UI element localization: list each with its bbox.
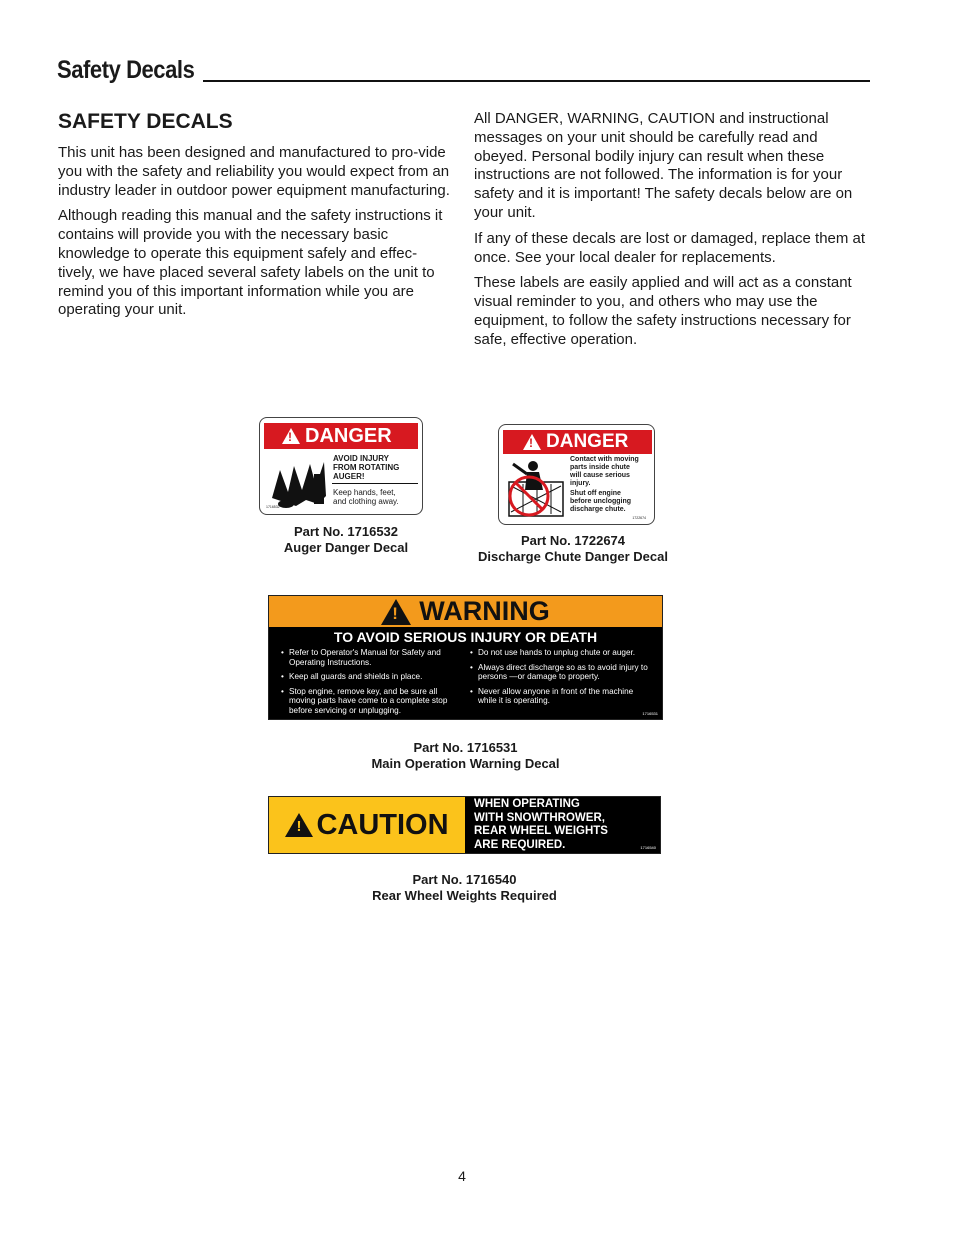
warning-code: 1716531	[642, 711, 658, 716]
caution-line-3: REAR WHEEL WEIGHTS	[474, 825, 608, 837]
section-heading: SAFETY DECALS	[58, 110, 233, 133]
warning-item: • Keep all guards and shields in place.	[281, 672, 459, 682]
left-paragraph-1: This unit has been designed and manufactured to pro-vide you with the safety and reliability you would expect from an industry leader in outdoor power equipment manufacturing.	[58, 144, 450, 199]
warning-item: • Never allow anyone in front of the machine while it is operating.	[470, 687, 650, 706]
danger-label: DANGER	[546, 431, 629, 452]
caution-message	[465, 797, 660, 853]
chute-line-6: before unclogging	[570, 498, 632, 505]
caution-caption	[268, 872, 661, 904]
warning-left-list	[281, 648, 459, 720]
chute-line-5: Shut off engine	[570, 490, 621, 497]
auger-decal-name: Auger Danger Decal	[283, 540, 409, 555]
chute-line-1: Contact with moving	[570, 456, 639, 463]
caution-decal-name: Rear Wheel Weights Required	[372, 888, 557, 903]
caution-label: CAUTION	[316, 808, 449, 841]
chute-line-3: will cause serious	[570, 472, 630, 479]
auger-line-2: FROM ROTATING	[333, 463, 400, 472]
warning-triangle-icon	[285, 813, 313, 837]
chute-code: 1722674	[632, 516, 646, 520]
chute-part-number: Part No. 1722674	[520, 533, 626, 548]
auger-line-3: AUGER!	[333, 472, 365, 481]
caution-code: 1716540	[640, 845, 656, 850]
caution-part-number: Part No. 1716540	[412, 872, 517, 887]
warning-label: WARNING	[419, 596, 550, 626]
warning-item: • Refer to Operator's Manual for Safety and Operating Instructions.	[281, 648, 459, 667]
warning-item: • Stop engine, remove key, and be sure all moving parts have come to a complete stop before servicing or unplugging.	[281, 687, 459, 716]
auger-line-4: Keep hands, feet,	[333, 488, 396, 497]
right-paragraph-1: All DANGER, WARNING, CAUTION and instructional messages on your unit should be carefully read and obeyed. Personal bodily injury can result when these instructions are not followed. The information is for your safety and it is important! The safety decals below are on your unit.	[474, 110, 853, 221]
caution-decal	[268, 796, 661, 854]
warning-item: • Do not use hands to unplug chute or auger.	[470, 648, 650, 658]
right-paragraph-2: If any of these decals are lost or damaged, replace them at once. See your local dealer for replacements.	[474, 229, 866, 266]
warning-subheader: TO AVOID SERIOUS INJURY OR DEATH	[333, 629, 598, 645]
right-column	[474, 110, 874, 357]
caution-line-4: ARE REQUIRED.	[474, 838, 566, 851]
chute-line-4: injury.	[570, 480, 591, 487]
left-column	[58, 144, 454, 327]
warning-triangle-icon	[523, 434, 541, 450]
warning-item: • Always direct discharge so as to avoid injury to persons —or damage to property.	[470, 663, 650, 682]
caution-line-2: WITH SNOWTHROWER,	[474, 811, 605, 824]
warning-triangle-icon	[381, 599, 411, 625]
caution-text	[474, 798, 608, 852]
main-warning-decal	[268, 595, 663, 720]
warning-decal-name: Main Operation Warning Decal	[371, 756, 560, 771]
chute-decal-name: Discharge Chute Danger Decal	[477, 549, 668, 564]
auger-line-1: AVOID INJURY	[333, 454, 390, 463]
danger-header	[503, 430, 652, 454]
chute-danger-decal	[498, 424, 655, 525]
header-rule	[203, 80, 870, 82]
chute-hazard-icon	[503, 456, 567, 520]
warning-triangle-icon	[282, 428, 300, 444]
warning-part-number: Part No. 1716531	[413, 740, 518, 755]
page-number: 4	[458, 1168, 466, 1184]
auger-part-number: Part No. 1716532	[293, 524, 399, 539]
warning-header	[269, 596, 662, 627]
auger-line-5: and clothing away.	[333, 497, 399, 506]
page-header-title: Safety Decals	[57, 56, 195, 84]
auger-caption	[259, 524, 433, 556]
right-paragraph-3: These labels are easily applied and will act as a constant visual reminder to you, and others who may use the equipment, to follow the safety instructions necessary for safe, effective operation.	[474, 274, 852, 348]
chute-line-7: discharge chute.	[570, 506, 626, 513]
caution-line-1: WHEN OPERATING	[474, 798, 580, 810]
warning-right-list	[470, 648, 650, 711]
left-paragraph-2: Although reading this manual and the safety instructions it contains will provide you with the necessary basic knowledge to operate this equipment safely and effec-tively, we have placed several safety labels on the unit to remind you of this important information while you are operating your unit.	[58, 207, 443, 319]
auger-danger-decal	[259, 417, 423, 515]
auger-hazard-icon	[266, 452, 330, 510]
chute-line-2: parts inside chute	[570, 464, 630, 471]
chute-caption	[458, 533, 688, 565]
auger-code: 1716532	[266, 505, 280, 509]
warning-caption	[268, 740, 663, 772]
danger-label: DANGER	[305, 424, 392, 447]
caution-header	[269, 797, 465, 853]
danger-header	[264, 423, 418, 449]
divider	[332, 483, 418, 484]
